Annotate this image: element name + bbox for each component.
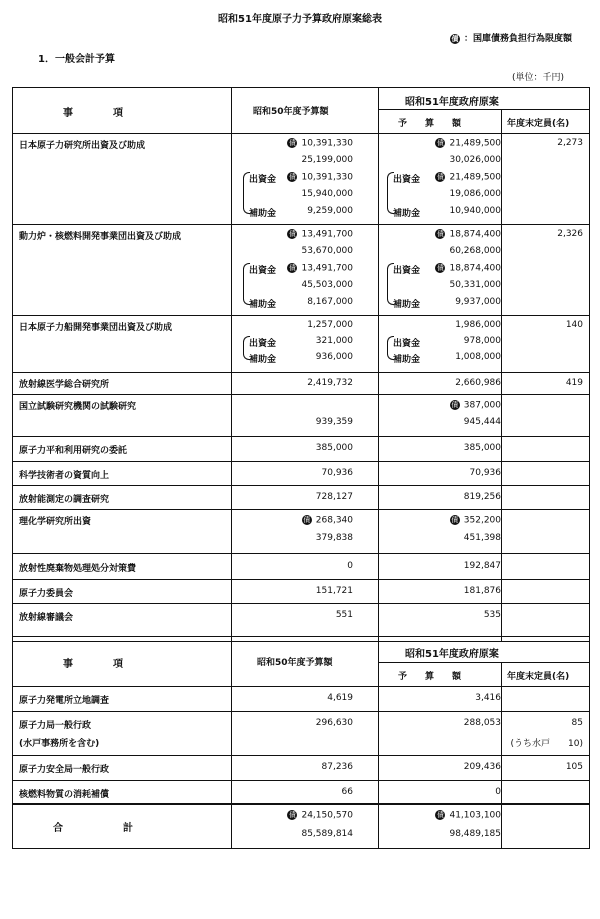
prev-subsidy: 936,000 [315, 352, 353, 362]
debt-mark-icon: 債 [288, 173, 296, 181]
section-heading: 1．一般会計予算 [38, 54, 115, 65]
new-invest-debt: 18,874,400 [449, 263, 501, 274]
row-label: 原子力発電所立地調査 [19, 696, 110, 706]
new: 70,936 [469, 468, 501, 478]
header-item: 事 項 [63, 659, 123, 670]
page-title: 昭和51年度原子力予算政府原案総表 [218, 14, 382, 25]
staff: 140 [565, 320, 583, 330]
prev: 0 [347, 561, 353, 571]
new: 2,660,986 [455, 378, 501, 388]
new-debt: 41,103,100 [449, 810, 501, 821]
sub-invest: 出資金 [393, 175, 421, 185]
prev: 551 [335, 610, 353, 620]
new: 3,416 [475, 693, 501, 703]
staff: 85 [571, 718, 583, 728]
prev: 2,419,732 [307, 378, 353, 388]
table-row-jnsdc [13, 315, 589, 372]
staff: 419 [565, 378, 583, 388]
sub-invest: 出資金 [249, 266, 277, 276]
table-row-siting [13, 686, 589, 711]
prev-invest: 15,940,000 [301, 189, 353, 199]
header-group: 昭和51年度政府原案 [405, 97, 499, 108]
new-invest: 978,000 [463, 336, 501, 346]
new-subsidy: 9,937,000 [455, 297, 501, 307]
row-label: 核燃料物質の消耗補償 [19, 790, 110, 800]
prev: 66 [341, 787, 353, 797]
sub-invest: 出資金 [393, 266, 421, 276]
debt-mark-icon: 債 [288, 139, 296, 147]
new: 385,000 [463, 443, 501, 453]
prev: 87,236 [321, 762, 353, 772]
prev-debt: 10,391,330 [301, 138, 353, 149]
row-label: 原子力安全局一般行政 [19, 765, 110, 775]
header-staff: 年度末定員(名) [507, 119, 570, 129]
table-row-riken [13, 509, 589, 553]
row-label: 放射能測定の調査研究 [19, 495, 110, 505]
row-label: 日本原子力船開発事業団出資及び助成 [19, 323, 173, 333]
prev: 151,721 [315, 586, 353, 596]
row-label: 放射線審議会 [19, 613, 74, 623]
staff: 105 [565, 762, 583, 772]
prev: 385,000 [315, 443, 353, 453]
prev: 4,619 [327, 693, 353, 703]
debt-mark-icon: 債 [288, 811, 296, 819]
row-label: 理化学研究所出資 [19, 517, 92, 527]
header-item: 事 項 [63, 108, 123, 119]
sub-invest: 出資金 [393, 339, 421, 349]
header-prev: 昭和50年度予算額 [257, 658, 333, 668]
sub-invest: 出資金 [249, 339, 277, 349]
header-staff: 年度末定員(名) [507, 672, 570, 682]
header-group: 昭和51年度政府原案 [405, 649, 499, 660]
debt-mark-icon: 債 [436, 173, 444, 181]
prev-subsidy: 9,259,000 [307, 206, 353, 216]
staff-note: (うち水戸 10) [510, 739, 583, 749]
table-header [13, 88, 589, 133]
prev-invest: 321,000 [315, 336, 353, 346]
table-row-radioactivity [13, 485, 589, 509]
sub-invest: 出資金 [249, 175, 277, 185]
table-row-safety [13, 755, 589, 780]
new: 535 [483, 610, 501, 620]
prev-total: 1,257,000 [307, 320, 353, 330]
new-subsidy: 10,940,000 [449, 206, 501, 216]
sub-subsidy: 補助金 [249, 355, 277, 365]
row-label: 放射線医学総合研究所 [19, 380, 110, 390]
table-row-waste [13, 553, 589, 579]
budget-table-1 [12, 87, 590, 642]
staff: 2,273 [557, 138, 583, 148]
prev: 296,630 [315, 718, 353, 728]
new: 181,876 [463, 586, 501, 596]
table-row-jaeri [13, 133, 589, 224]
prev-debt: 13,491,700 [301, 229, 353, 240]
prev: 379,838 [315, 533, 353, 543]
prev: 728,127 [315, 492, 353, 502]
sub-subsidy: 補助金 [249, 209, 277, 219]
table-row-total [13, 803, 589, 848]
table-row-bureau [13, 711, 589, 755]
new: 98,489,185 [449, 829, 501, 839]
sub-subsidy: 補助金 [393, 355, 421, 365]
new-invest: 19,086,000 [449, 189, 501, 199]
new-total: 30,026,000 [449, 155, 501, 165]
table-row-nirs [13, 372, 589, 394]
row-label: 科学技術者の資質向上 [19, 471, 110, 481]
prev-invest-debt: 10,391,330 [301, 172, 353, 183]
prev: 939,359 [315, 417, 353, 427]
sub-subsidy: 補助金 [393, 300, 421, 310]
debt-mark-icon: 債 [451, 516, 459, 524]
table-row-training [13, 461, 589, 485]
legend: 債 ：国庫債務負担行為限度額 [451, 34, 572, 44]
debt-mark-icon: 債 [436, 264, 444, 272]
new: 192,847 [463, 561, 501, 571]
new-debt: 21,489,500 [449, 138, 501, 149]
prev: 70,936 [321, 468, 353, 478]
prev-debt: 24,150,570 [301, 810, 353, 821]
prev-total: 25,199,000 [301, 155, 353, 165]
new-total: 1,986,000 [455, 320, 501, 330]
table-row-nuclear-material [13, 780, 589, 803]
row-label: 動力炉・核燃料開発事業団出資及び助成 [19, 232, 182, 242]
legend-text: 国庫債務負担行為限度額 [472, 34, 572, 44]
sub-subsidy: 補助金 [393, 209, 421, 219]
debt-mark-icon: 債 [303, 516, 311, 524]
header-budget: 予 算 額 [398, 672, 462, 682]
debt-mark-icon: 債 [436, 230, 444, 238]
debt-mark-icon: 債 [288, 264, 296, 272]
new-debt: 352,200 [463, 515, 501, 526]
debt-mark-icon: 債 [451, 34, 459, 43]
row-label: 放射性廃棄物処理処分対策費 [19, 564, 137, 574]
table-row-pnc [13, 224, 589, 315]
new: 451,398 [463, 533, 501, 543]
row-label: 原子力局一般行政 [19, 721, 92, 731]
row-label: 原子力委員会 [19, 589, 74, 599]
prev-total: 53,670,000 [301, 246, 353, 256]
new: 945,444 [463, 417, 501, 427]
table-row-aec [13, 579, 589, 603]
staff: 2,326 [557, 229, 583, 239]
new: 288,053 [463, 718, 501, 728]
row-label-sub: (水戸事務所を含む) [19, 739, 100, 749]
new-invest: 50,331,000 [449, 280, 501, 290]
new-debt: 387,000 [463, 400, 501, 411]
header-prev: 昭和50年度予算額 [253, 107, 329, 117]
new-debt: 18,874,400 [449, 229, 501, 240]
new-total: 60,268,000 [449, 246, 501, 256]
row-label: 合 計 [53, 823, 133, 834]
new: 819,256 [463, 492, 501, 502]
table-row-national-labs [13, 394, 589, 436]
prev: 85,589,814 [301, 829, 353, 839]
prev-invest: 45,503,000 [301, 280, 353, 290]
new: 0 [495, 787, 501, 797]
table-header [13, 637, 589, 686]
new-invest-debt: 21,489,500 [449, 172, 501, 183]
table-row-peaceful [13, 436, 589, 461]
unit-label: (単位：千円) [511, 73, 564, 83]
prev-subsidy: 8,167,000 [307, 297, 353, 307]
row-label: 原子力平和利用研究の委託 [19, 446, 128, 456]
debt-mark-icon: 債 [436, 811, 444, 819]
row-label: 日本原子力研究所出資及び助成 [19, 141, 146, 151]
budget-table-2 [12, 636, 590, 849]
debt-mark-icon: 債 [436, 139, 444, 147]
prev-invest-debt: 13,491,700 [301, 263, 353, 274]
row-label: 国立試験研究機関の試験研究 [19, 402, 137, 412]
header-budget: 予 算 額 [398, 119, 462, 129]
debt-mark-icon: 債 [451, 401, 459, 409]
new: 209,436 [463, 762, 501, 772]
sub-subsidy: 補助金 [249, 300, 277, 310]
new-subsidy: 1,008,000 [455, 352, 501, 362]
debt-mark-icon: 債 [288, 230, 296, 238]
prev-debt: 268,340 [315, 515, 353, 526]
